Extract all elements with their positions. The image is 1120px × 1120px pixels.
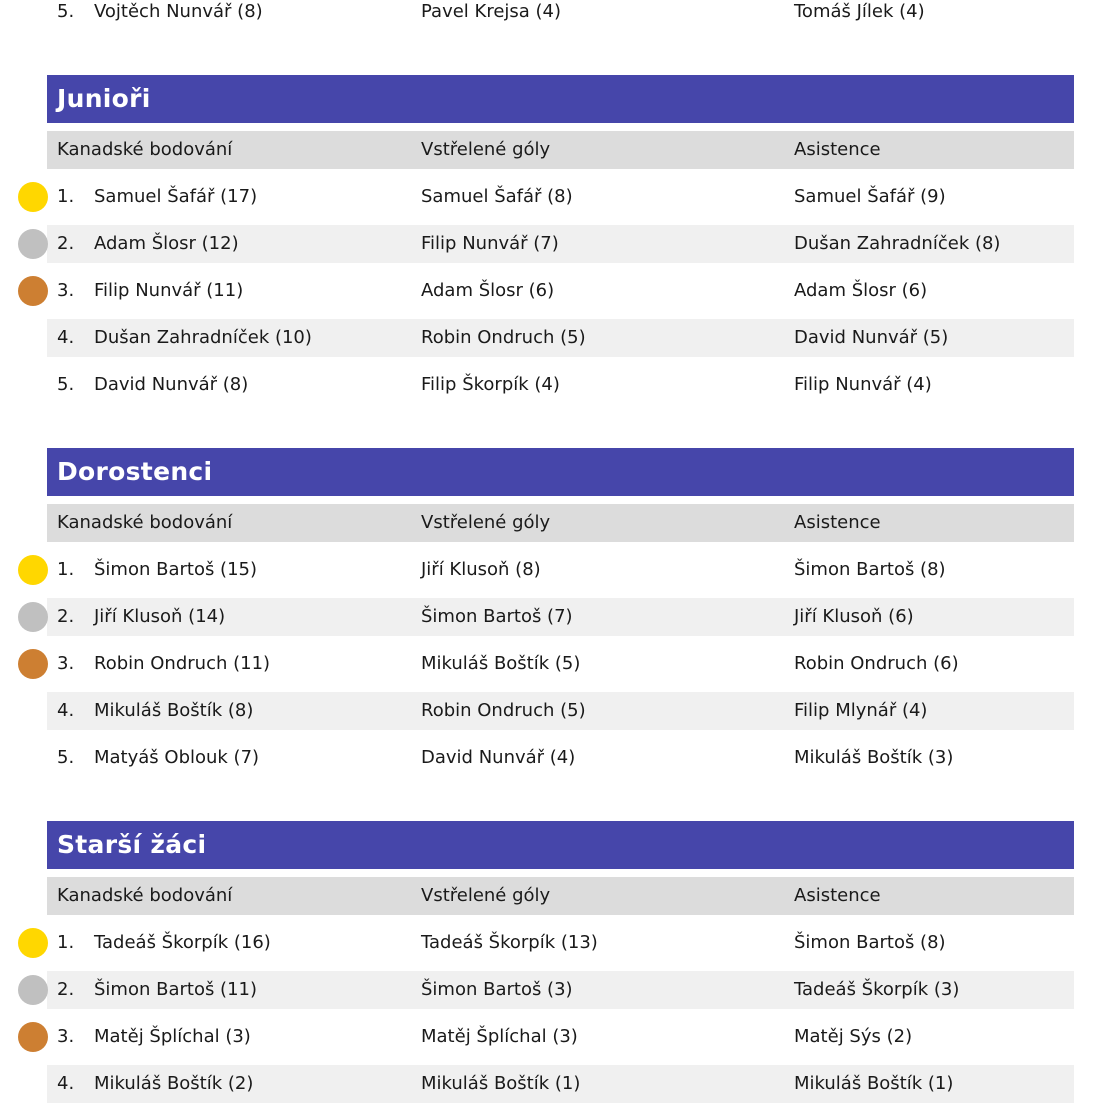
section-title: Dorostenci: [47, 448, 1074, 496]
goals-leader: Robin Ondruch (5): [421, 327, 586, 348]
points-leader: Šimon Bartoš (11): [94, 979, 258, 1000]
goals-leader: Robin Ondruch (5): [421, 700, 586, 721]
rank-number: 3.: [57, 1026, 75, 1047]
table-row: [47, 0, 1074, 26]
rank-number: 4.: [57, 700, 75, 721]
rank-number: 4.: [57, 327, 75, 348]
header-assists: Asistence: [794, 512, 881, 533]
table-header: [47, 877, 1074, 915]
table-row: [47, 971, 1074, 1009]
points-leader: Mikuláš Boštík (8): [94, 700, 254, 721]
assists-leader: Samuel Šafář (9): [794, 186, 946, 207]
rank-number: 3.: [57, 653, 75, 674]
points-leader: Tadeáš Škorpík (16): [94, 932, 271, 953]
table-row: [47, 692, 1074, 730]
goals-leader: Filip Škorpík (4): [421, 374, 560, 395]
goals-leader: Matěj Šplíchal (3): [421, 1026, 578, 1047]
points-leader: David Nunvář (8): [94, 374, 249, 395]
section-title: Starší žáci: [47, 821, 1074, 869]
table-row: [47, 178, 1074, 216]
bronze-medal-icon: [18, 649, 48, 679]
section-youth: [47, 448, 1074, 777]
points-leader: Šimon Bartoš (15): [94, 559, 258, 580]
table-row: [47, 366, 1074, 404]
assists-leader: Tadeáš Škorpík (3): [794, 979, 960, 1000]
rank-number: 5.: [57, 1, 75, 22]
rank-number: 4.: [57, 1073, 75, 1094]
table-row: [47, 1065, 1074, 1103]
gold-medal-icon: [18, 928, 48, 958]
table-row: [47, 598, 1074, 636]
header-goals: Vstřelené góly: [421, 512, 551, 533]
assists-leader: Šimon Bartoš (8): [794, 559, 946, 580]
points-leader: Samuel Šafář (17): [94, 186, 258, 207]
rank-number: 5.: [57, 747, 75, 768]
assists-leader: Adam Šlosr (6): [794, 280, 928, 301]
assists-leader: Filip Nunvář (4): [794, 374, 932, 395]
assists-leader: Matěj Sýs (2): [794, 1026, 913, 1047]
rank-number: 2.: [57, 979, 75, 1000]
header-assists: Asistence: [794, 885, 881, 906]
table-row: [47, 739, 1074, 777]
table-row: [47, 551, 1074, 589]
section-title: Junioři: [47, 75, 1074, 123]
goals-leader: David Nunvář (4): [421, 747, 576, 768]
points-leader: Matyáš Oblouk (7): [94, 747, 260, 768]
table-row: [47, 225, 1074, 263]
table-header: [47, 504, 1074, 542]
section-juniors: [47, 75, 1074, 404]
bronze-medal-icon: [18, 276, 48, 306]
gold-medal-icon: [18, 555, 48, 585]
header-points: Kanadské bodování: [57, 885, 233, 906]
assists-leader: David Nunvář (5): [794, 327, 949, 348]
silver-medal-icon: [18, 229, 48, 259]
assists-leader: Tomáš Jílek (4): [794, 1, 925, 22]
goals-leader: Tadeáš Škorpík (13): [421, 932, 598, 953]
table-row: [47, 1018, 1074, 1056]
rank-number: 1.: [57, 559, 75, 580]
rank-number: 3.: [57, 280, 75, 301]
table-row: [47, 924, 1074, 962]
table-row: [47, 272, 1074, 310]
rank-number: 1.: [57, 932, 75, 953]
section-older-pupils: [47, 821, 1074, 1103]
goals-leader: Mikuláš Boštík (1): [421, 1073, 581, 1094]
assists-leader: Robin Ondruch (6): [794, 653, 959, 674]
assists-leader: Mikuláš Boštík (1): [794, 1073, 954, 1094]
gold-medal-icon: [18, 182, 48, 212]
assists-leader: Filip Mlynář (4): [794, 700, 928, 721]
header-goals: Vstřelené góly: [421, 139, 551, 160]
header-points: Kanadské bodování: [57, 512, 233, 533]
points-leader: Adam Šlosr (12): [94, 233, 239, 254]
header-points: Kanadské bodování: [57, 139, 233, 160]
assists-leader: Dušan Zahradníček (8): [794, 233, 1001, 254]
assists-leader: Mikuláš Boštík (3): [794, 747, 954, 768]
goals-leader: Filip Nunvář (7): [421, 233, 559, 254]
points-leader: Mikuláš Boštík (2): [94, 1073, 254, 1094]
table-row: [47, 319, 1074, 357]
rank-number: 1.: [57, 186, 75, 207]
table-header: [47, 131, 1074, 169]
goals-leader: Samuel Šafář (8): [421, 186, 573, 207]
rank-number: 5.: [57, 374, 75, 395]
points-leader: Filip Nunvář (11): [94, 280, 244, 301]
bronze-medal-icon: [18, 1022, 48, 1052]
goals-leader: Šimon Bartoš (7): [421, 606, 573, 627]
points-leader: Jiří Klusoň (14): [94, 606, 226, 627]
silver-medal-icon: [18, 602, 48, 632]
silver-medal-icon: [18, 975, 48, 1005]
goals-leader: Mikuláš Boštík (5): [421, 653, 581, 674]
points-leader: Robin Ondruch (11): [94, 653, 271, 674]
header-goals: Vstřelené góly: [421, 885, 551, 906]
assists-leader: Jiří Klusoň (6): [794, 606, 914, 627]
rank-number: 2.: [57, 233, 75, 254]
points-leader: Matěj Šplíchal (3): [94, 1026, 251, 1047]
goals-leader: Šimon Bartoš (3): [421, 979, 573, 1000]
header-assists: Asistence: [794, 139, 881, 160]
goals-leader: Pavel Krejsa (4): [421, 1, 562, 22]
rank-number: 2.: [57, 606, 75, 627]
goals-leader: Jiří Klusoň (8): [421, 559, 541, 580]
points-leader: Dušan Zahradníček (10): [94, 327, 312, 348]
assists-leader: Šimon Bartoš (8): [794, 932, 946, 953]
points-leader: Vojtěch Nunvář (8): [94, 1, 263, 22]
goals-leader: Adam Šlosr (6): [421, 280, 555, 301]
table-row: [47, 645, 1074, 683]
